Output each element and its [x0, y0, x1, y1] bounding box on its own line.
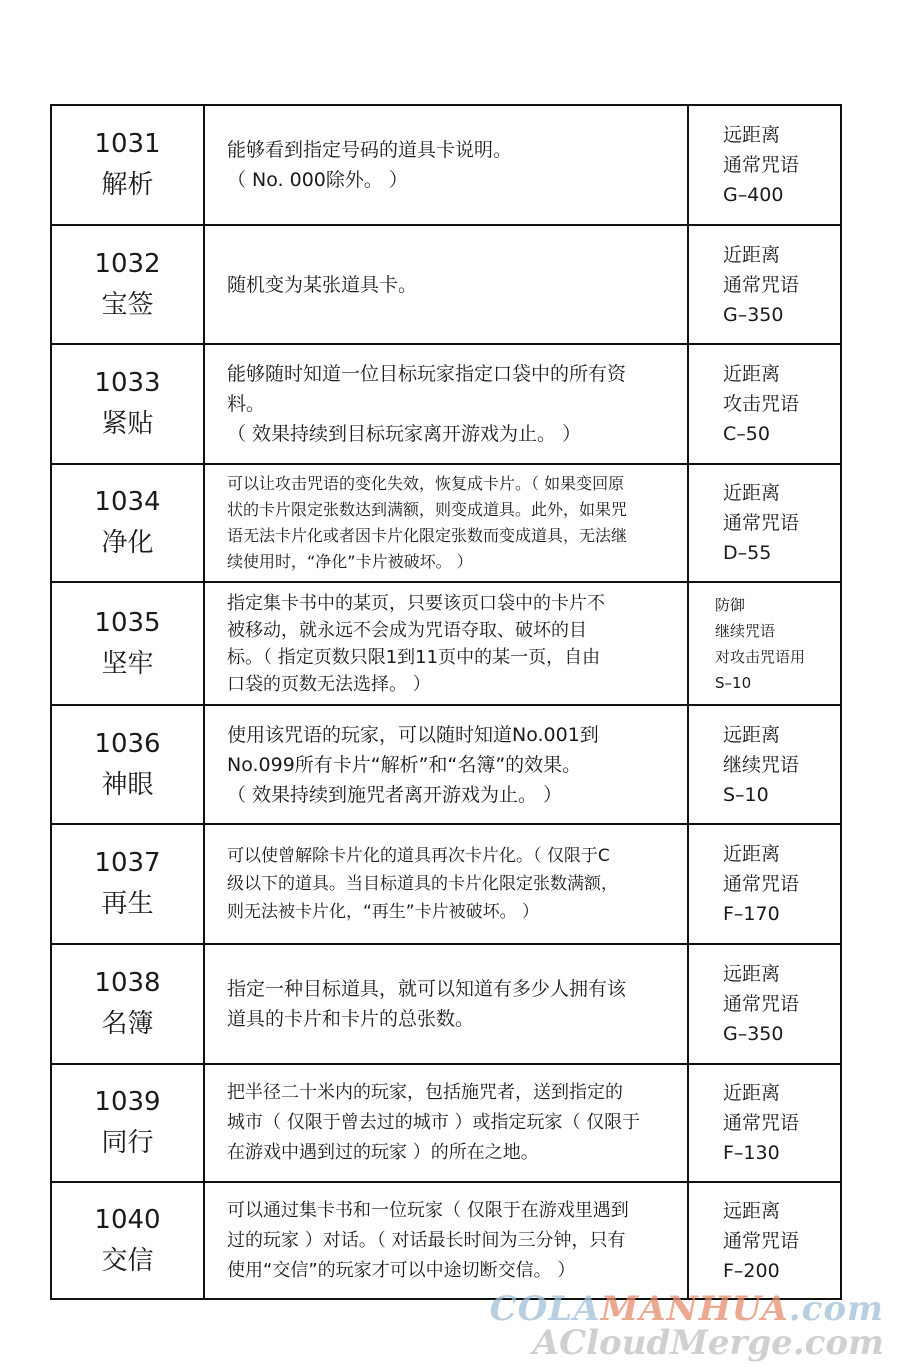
- description-line: 使用该咒语的玩家，可以随时知道No.001到: [227, 723, 599, 746]
- card-name-cell: [52, 465, 205, 581]
- description-line: 能够随时知道一位目标玩家指定口袋中的所有资: [227, 363, 627, 385]
- watermark-line-2: ACloudMerge.com: [532, 1323, 884, 1363]
- card-rank: G–350: [723, 1023, 784, 1045]
- card-meta: [689, 226, 840, 343]
- card-meta: [689, 106, 840, 224]
- card-title: 宝签: [101, 289, 154, 320]
- card-number: 1032: [94, 248, 161, 279]
- card-description: [205, 583, 689, 704]
- card-name-cell: [52, 345, 205, 463]
- card-spell-type: 继续咒语: [723, 753, 800, 776]
- card-spell-type: 通常咒语: [723, 154, 800, 176]
- description-line: 料。: [227, 393, 266, 415]
- card-description: [205, 1065, 689, 1181]
- card-range: 近距离: [723, 1082, 781, 1104]
- description-line: 则无法被卡片化，“再生”卡片被破坏。 ）: [227, 902, 540, 922]
- table-row: [52, 1183, 840, 1298]
- card-spell-type: 攻击咒语: [723, 393, 800, 415]
- card-number: 1040: [94, 1204, 161, 1235]
- description-line: 续使用时，“净化”卡片被破坏。 ）: [227, 552, 473, 571]
- card-title: 再生: [101, 889, 154, 919]
- card-number: 1039: [94, 1087, 161, 1117]
- card-range: 防御: [715, 595, 746, 614]
- card-spell-type: 通常咒语: [723, 873, 800, 895]
- watermark-part: .com: [788, 1289, 884, 1329]
- card-meta: [689, 345, 840, 463]
- card-description: [205, 226, 689, 343]
- table-row: [52, 706, 840, 825]
- card-number: 1038: [94, 968, 161, 998]
- description-line: 被移动，就永远不会成为咒语夺取、破坏的目: [227, 619, 587, 641]
- card-name-cell: [52, 1183, 205, 1298]
- card-extra: 对攻击咒语用: [715, 647, 806, 666]
- description-line: 可以让攻击咒语的变化失效，恢复成卡片。（ 如果变回原: [227, 474, 625, 493]
- spell-card-table: [50, 104, 842, 1300]
- description-line: 口袋的页数无法选择。 ）: [227, 673, 431, 695]
- card-rank: F–130: [723, 1142, 780, 1164]
- card-name-cell: [52, 583, 205, 704]
- card-title: 解析: [101, 170, 154, 200]
- description-line: No.099所有卡片“解析”和“名簿”的效果。: [227, 753, 582, 776]
- card-range: 近距离: [723, 363, 781, 385]
- card-description: [205, 106, 689, 224]
- description-line: 城市（ 仅限于曾去过的城市 ）或指定玩家（ 仅限于: [227, 1112, 641, 1133]
- description-line: 状的卡片限定张数达到满额，则变成道具。此外，如果咒: [227, 500, 628, 519]
- table-row: [52, 1065, 840, 1183]
- description-line: 可以使曾解除卡片化的道具再次卡片化。（ 仅限于C: [227, 846, 610, 866]
- description-line: 随机变为某张道具卡。: [227, 273, 418, 296]
- card-name-cell: [52, 106, 205, 224]
- table-row: [52, 226, 840, 345]
- card-number: 1033: [94, 368, 161, 398]
- card-rank: S–10: [723, 783, 769, 806]
- card-number: 1036: [94, 728, 161, 759]
- watermark-part: COLA: [489, 1289, 601, 1329]
- card-meta: [689, 583, 840, 704]
- card-range: 近距离: [723, 843, 781, 865]
- card-name-cell: [52, 706, 205, 823]
- description-line: 可以通过集卡书和一位玩家（ 仅限于在游戏里遇到: [227, 1199, 629, 1221]
- card-description: [205, 945, 689, 1063]
- table-row: [52, 825, 840, 945]
- card-range: 远距离: [723, 124, 781, 146]
- card-spell-type: 通常咒语: [723, 993, 800, 1015]
- card-name-cell: [52, 1065, 205, 1181]
- card-description: [205, 825, 689, 943]
- card-rank: F–200: [723, 1259, 780, 1282]
- card-name-cell: [52, 825, 205, 943]
- card-rank: F–170: [723, 903, 780, 925]
- card-title: 净化: [101, 528, 154, 558]
- card-meta: [689, 465, 840, 581]
- card-number: 1034: [94, 487, 161, 517]
- card-spell-type: 通常咒语: [723, 1112, 800, 1134]
- card-spell-type: 通常咒语: [723, 512, 800, 534]
- card-spell-type: 通常咒语: [723, 1229, 800, 1252]
- watermark-part: MANHUA: [600, 1289, 789, 1329]
- card-rank: S–10: [715, 673, 752, 692]
- description-line: 把半径二十米内的玩家，包括施咒者，送到指定的: [227, 1082, 623, 1103]
- card-title: 坚牢: [101, 648, 154, 679]
- card-name-cell: [52, 945, 205, 1063]
- card-description: [205, 1183, 689, 1298]
- table-row: [52, 465, 840, 583]
- description-line: 标。（ 指定页数只限1到11页中的某一页，自由: [227, 646, 601, 668]
- card-description: [205, 706, 689, 823]
- description-line: （ No. 000除外。 ）: [227, 169, 408, 191]
- description-line: 指定一种目标道具，就可以知道有多少人拥有该: [227, 978, 627, 1000]
- description-line: （ 效果持续到施咒者离开游戏为止。 ）: [227, 783, 563, 806]
- card-spell-type: 继续咒语: [715, 621, 776, 640]
- card-title: 神眼: [101, 769, 154, 800]
- description-line: 能够看到指定号码的道具卡说明。: [227, 139, 513, 161]
- description-line: 在游戏中遇到过的玩家 ）的所在之地。: [227, 1142, 539, 1163]
- description-line: （ 效果持续到目标玩家离开游戏为止。 ）: [227, 423, 582, 445]
- card-meta: [689, 1065, 840, 1181]
- card-spell-type: 通常咒语: [723, 273, 800, 296]
- card-meta: [689, 945, 840, 1063]
- description-line: 道具的卡片和卡片的总张数。: [227, 1008, 475, 1030]
- card-description: [205, 345, 689, 463]
- card-rank: G–400: [723, 184, 784, 206]
- description-line: 语无法卡片化或者因卡片化限定张数而变成道具，无法继: [227, 526, 628, 545]
- card-meta: [689, 706, 840, 823]
- card-rank: G–350: [723, 303, 784, 326]
- card-title: 名簿: [101, 1009, 154, 1039]
- card-number: 1035: [94, 607, 161, 638]
- card-range: 远距离: [723, 723, 781, 746]
- card-meta: [689, 1183, 840, 1298]
- card-range: 近距离: [723, 482, 781, 504]
- card-meta: [689, 825, 840, 943]
- card-description: [205, 465, 689, 581]
- card-rank: C–50: [723, 423, 770, 445]
- description-line: 过的玩家 ）对话。（ 对话最长时间为三分钟，只有: [227, 1229, 626, 1251]
- description-line: 级以下的道具。当目标道具的卡片化限定张数满额，: [227, 874, 618, 894]
- table-row: [52, 583, 840, 706]
- card-number: 1031: [94, 129, 161, 159]
- card-range: 近距离: [723, 243, 781, 266]
- card-number: 1037: [94, 848, 161, 878]
- table-row: [52, 106, 840, 226]
- description-line: 指定集卡书中的某页，只要该页口袋中的卡片不: [227, 592, 605, 614]
- card-title: 紧贴: [101, 409, 154, 439]
- watermark: [490, 1289, 884, 1363]
- card-range: 远距离: [723, 1199, 781, 1222]
- card-title: 同行: [101, 1128, 154, 1158]
- table-row: [52, 945, 840, 1065]
- description-line: 使用“交信”的玩家才可以中途切断交信。 ）: [227, 1259, 576, 1281]
- card-rank: D–55: [723, 542, 772, 564]
- card-range: 远距离: [723, 963, 781, 985]
- card-title: 交信: [101, 1245, 154, 1276]
- card-name-cell: [52, 226, 205, 343]
- table-row: [52, 345, 840, 465]
